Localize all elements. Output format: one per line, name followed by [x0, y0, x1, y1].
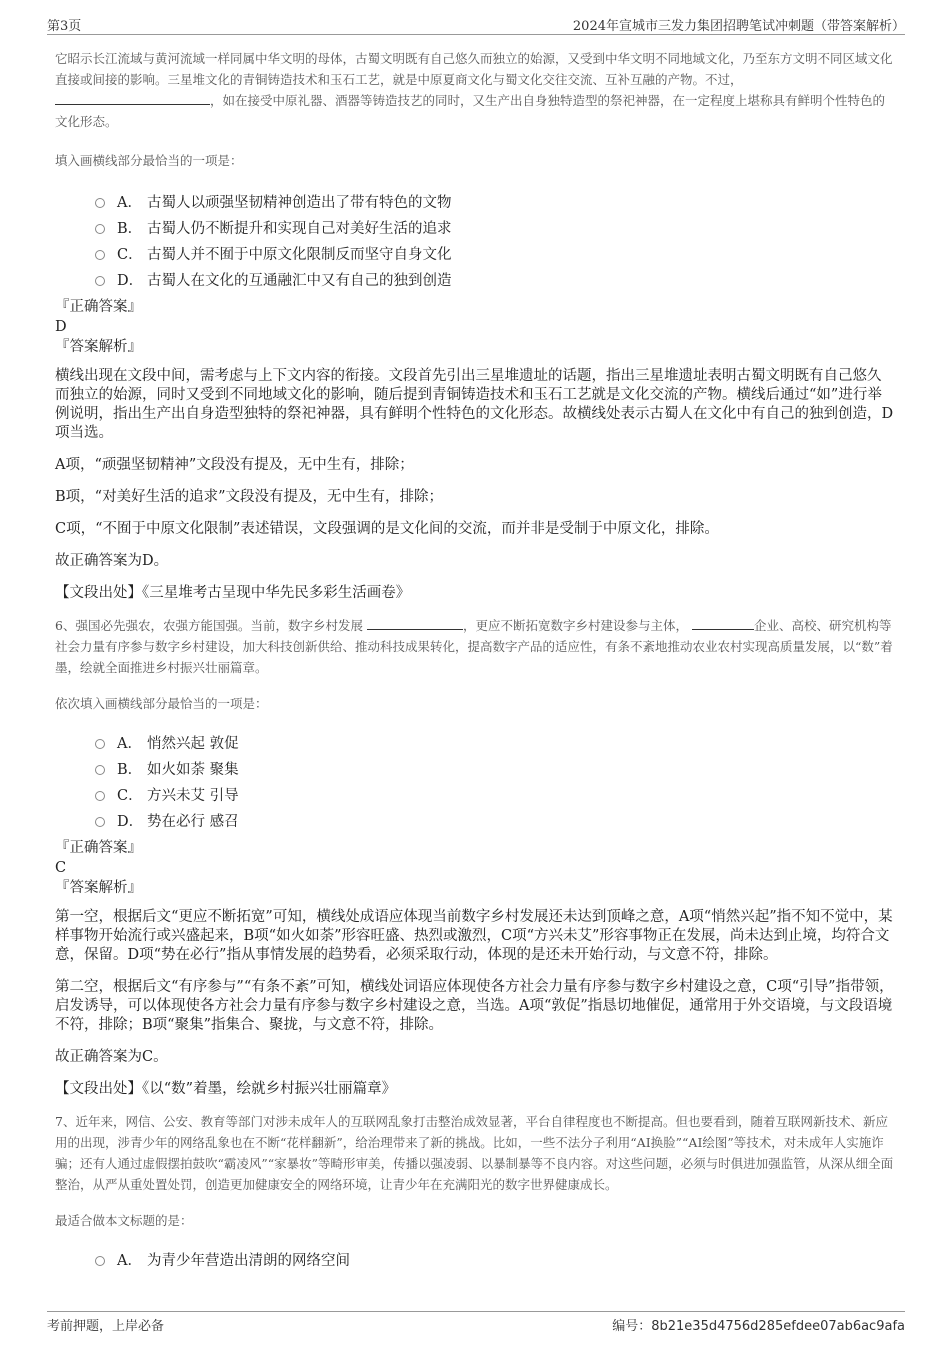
radio-icon[interactable] — [95, 739, 105, 749]
q6-stem-part3: 企业、高校、研究机构等社会力量有序参与数字乡村建设，加大科技创新供给、推动科技成果转化，提高数字产品的适应性，有条不紊地推动农业农村实现高质量发展，以“数”着墨，绘就全面推进乡村振兴壮丽篇章。 — [55, 618, 893, 675]
q6-option-a[interactable]: A． 悄然兴起 敦促 — [95, 732, 895, 758]
q7-prompt: 最适合做本文标题的是： — [55, 1213, 193, 1228]
radio-icon[interactable] — [95, 791, 105, 801]
q5-analysis — [55, 367, 895, 603]
q6-blank-2 — [692, 616, 754, 630]
q5-passage-part2: ，如在接受中原礼器、酒器等铸造技艺的同时，又生产出自身独特造型的祭祀神器，在一定程度上堪称具有鲜明个性特色的文化形态。 — [55, 93, 886, 129]
code-label: 编号： — [612, 1319, 652, 1334]
analysis-heading: 『答案解析』 — [55, 339, 142, 355]
q6-option-d[interactable]: D． 势在必行 感召 — [95, 810, 895, 836]
radio-icon[interactable] — [95, 198, 105, 208]
analysis-paragraph: 第二空，根据后文“有序参与”“有条不紊”可知，横线处词语应体现使各方社会力量有序参与数字乡村建设之意，C项“引导”指带领，启发诱导，可以体现使各方社会力量有序参与数字乡村建设之意，当选。A项“敦促”指恳切地催促，通常用于外交语境，与文段语境不符，排除；B项“聚集”指集合、聚拢，与文意不符，排除。 — [55, 979, 894, 1033]
analysis-paragraph: C项，“不囿于中原文化限制”表述错误，文段强调的是文化间的交流，而并非是受制于中原文化，排除。 — [55, 521, 719, 537]
q5-options — [95, 191, 895, 295]
page-content — [55, 48, 895, 1275]
answer-heading: 『正确答案』 — [55, 299, 142, 315]
radio-icon[interactable] — [95, 1256, 105, 1266]
analysis-paragraph: 故正确答案为D。 — [55, 553, 169, 569]
radio-icon[interactable] — [95, 250, 105, 260]
q6-stem-part1: 6、强国必先强农，农强方能国强。当前，数字乡村发展 — [55, 618, 363, 633]
analysis-paragraph: A项，“顽强坚韧精神”文段没有提及，无中生有，排除； — [55, 457, 414, 473]
q5-option-d[interactable]: D． 古蜀人在文化的互通融汇中又有自己的独到创造 — [95, 269, 895, 295]
analysis-paragraph: 故正确答案为C。 — [55, 1049, 168, 1065]
q7-stem: 7、近年来，网信、公安、教育等部门对涉未成年人的互联网乱象打击整治成效显著，平台自律程度也不断提高。但也要看到，随着互联网新技术、新应用的出现，涉青少年的网络乱象也在不断“花样翻新”，给治理带来了新的挑战。比如，一些不法分子利用“AI换脸”“AI绘图”等技术，对未成年人实施诈骗；还有人通过虚假摆拍鼓吹“霸凌风”“家暴妆”等畸形审美，传播以强凌弱、以暴制暴等不良内容。对这些问题，必须与时俱进加强监管，从深从细全面整治，从严从重处置处罚，创造更加健康安全的网络环境，让青少年在充满阳光的数字世界健康成长。 — [55, 1114, 894, 1192]
source-note: 【文段出处】《三星堆考古呈现中华先民多彩生活画卷》 — [55, 585, 411, 601]
page-header — [47, 12, 905, 35]
q6-analysis — [55, 908, 895, 1099]
q6-answer-block — [55, 838, 895, 898]
q5-blank — [55, 91, 210, 105]
q6-option-c[interactable]: C． 方兴未艾 引导 — [95, 784, 895, 810]
analysis-heading: 『答案解析』 — [55, 880, 142, 896]
q6-options — [95, 732, 895, 836]
footer-slogan: 考前押题，上岸必备 — [47, 1319, 165, 1334]
radio-icon[interactable] — [95, 765, 105, 775]
analysis-paragraph: B项，“对美好生活的追求”文段没有提及，无中生有，排除； — [55, 489, 443, 505]
analysis-paragraph: 横线出现在文段中间，需考虑与上下文内容的衔接。文段首先引出三星堆遗址的话题，指出三星堆遗址表明古蜀文明既有自己悠久而独立的始源，同时又受到不同地域文化的影响，随后提到青铜铸造技术和玉石工艺就是文化交流的产物。横线后通过“如”进行举例说明，指出生产出自身造型独特的祭祀神器，具有鲜明个性特色的文化形态。故横线处表示古蜀人在文化中有自己的独到创造，D项当选。 — [55, 368, 894, 441]
correct-answer: C — [55, 860, 67, 876]
q6-stem-part2: ，更应不断拓宽数字乡村建设参与主体， — [462, 618, 688, 633]
radio-icon[interactable] — [95, 276, 105, 286]
page-number: 第3页 — [47, 19, 82, 34]
q5-passage — [55, 48, 895, 132]
document-title: 2024年宣城市三发力集团招聘笔试冲刺题（带答案解析） — [572, 19, 905, 34]
q6-option-b[interactable]: B． 如火如荼 聚集 — [95, 758, 895, 784]
q6-prompt: 依次填入画横线部分最恰当的一项是： — [55, 696, 268, 711]
correct-answer: D — [55, 319, 67, 335]
analysis-paragraph: 第一空，根据后文“更应不断拓宽”可知，横线处成语应体现当前数字乡村发展还未达到顶峰之意，A项“悄然兴起”指不知不觉中，某样事物开始流行或兴盛起来，B项“如火如荼”形容旺盛、热烈或激烈，C项“方兴未艾”形容事物正在发展，尚未达到止境，均符合文意，保留。D项“势在必行”指从事情发展的趋势看，必须采取行动，体现的是还未开始行动，与文意不符，排除。 — [55, 909, 893, 963]
q5-answer-block — [55, 297, 895, 357]
answer-heading: 『正确答案』 — [55, 840, 142, 856]
q5-option-b[interactable]: B． 古蜀人仍不断提升和实现自己对美好生活的追求 — [95, 217, 895, 243]
q7-option-a[interactable]: A． 为青少年营造出清朗的网络空间 — [95, 1249, 895, 1275]
q6-stem — [55, 615, 895, 678]
q5-option-c[interactable]: C． 古蜀人并不囿于中原文化限制反而坚守自身文化 — [95, 243, 895, 269]
q7-options — [95, 1249, 895, 1275]
q5-option-a[interactable]: A． 古蜀人以顽强坚韧精神创造出了带有特色的文物 — [95, 191, 895, 217]
radio-icon[interactable] — [95, 224, 105, 234]
q5-passage-part1: 它昭示长江流域与黄河流域一样同属中华文明的母体，古蜀文明既有自己悠久而独立的始源，又受到中华文明不同地域文化，乃至东方文明不同区域文化直接或间接的影响。三星堆文化的青铜铸造技术和玉石工艺，就是中原夏商文化与蜀文化交往交流、互补互融的产物。不过， — [55, 51, 893, 87]
code-value: 8b21e35d4756d285efdee07ab6ac9afa — [651, 1319, 905, 1334]
q6-blank-1 — [367, 616, 463, 630]
source-note: 【文段出处】《以“数”着墨，绘就乡村振兴壮丽篇章》 — [55, 1081, 397, 1097]
q5-prompt: 填入画横线部分最恰当的一项是： — [55, 153, 243, 168]
document-code — [612, 1315, 905, 1334]
radio-icon[interactable] — [95, 817, 105, 827]
page-footer — [47, 1311, 905, 1334]
